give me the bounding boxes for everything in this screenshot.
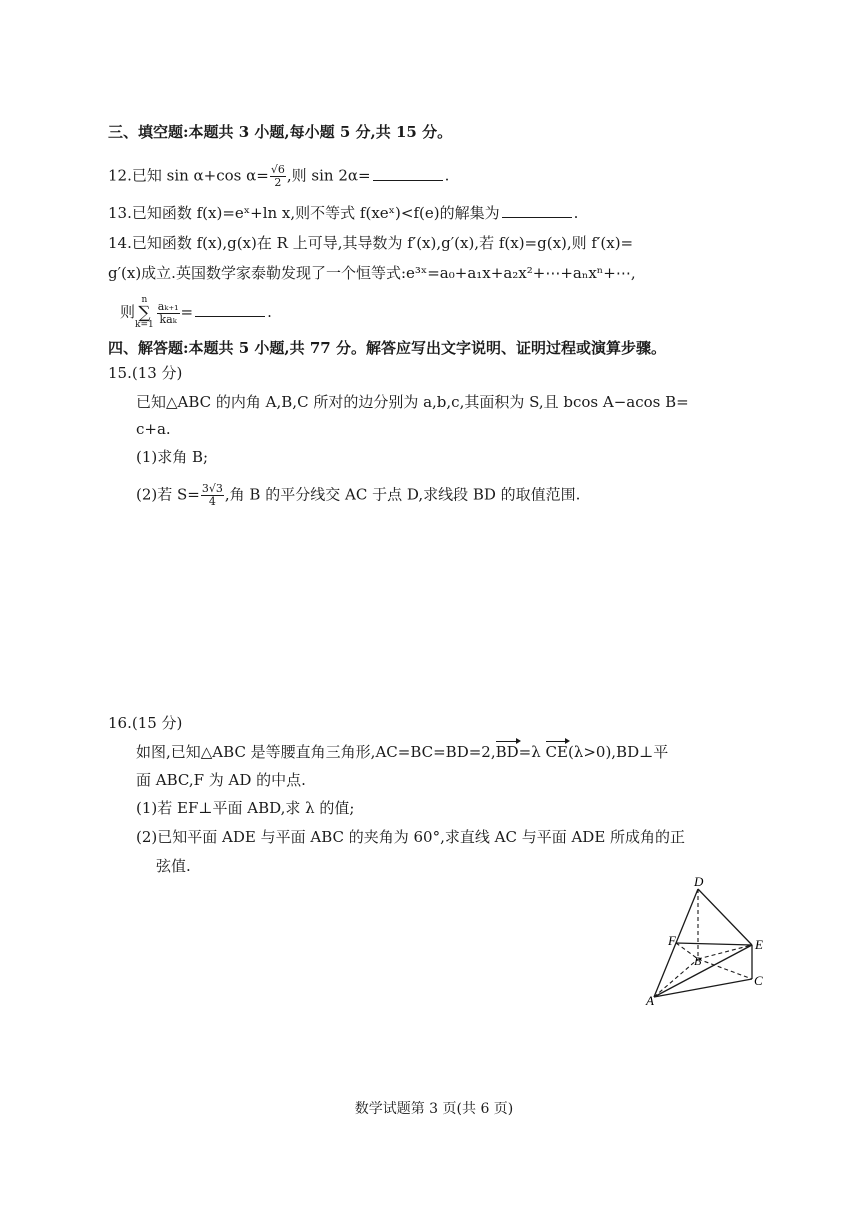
- q12-answer-blank[interactable]: [373, 166, 443, 181]
- question-13: 13.已知函数 f(x)=eˣ+ln x,则不等式 f(xeˣ)<f(e)的解集为 .: [108, 204, 579, 222]
- q12-frac-den: 2: [274, 176, 282, 189]
- q16-vector-bd: BD: [495, 743, 519, 761]
- q15-header: 15.(13 分): [108, 364, 183, 382]
- q16-part1: (1)若 EF⊥平面 ABD,求 λ 的值;: [136, 799, 355, 817]
- section4-heading: 四、解答题:本题共 5 小题,共 77 分。解答应写出文字说明、证明过程或演算步骤。: [108, 339, 666, 357]
- q16-line2: 面 ABC,F 为 AD 的中点.: [136, 771, 306, 789]
- pyramid-figure: [640, 875, 780, 1015]
- q15-frac-den: 4: [208, 495, 216, 508]
- q16-line1: [136, 741, 668, 763]
- page-footer: 数学试题第 3 页(共 6 页): [354, 1101, 514, 1117]
- q15-fraction: [201, 483, 224, 508]
- q14-line3: 则n ∑ k=1 $\frac{\text{aₖ₊₁}}{\text{kaₖ}}$ = .: [120, 295, 272, 330]
- q16-line1-prefix: 如图,已知△ABC 是等腰直角三角形,AC=BC=BD=2,: [136, 743, 496, 761]
- q14-answer-blank[interactable]: [195, 302, 265, 317]
- q15-part2-prefix: (2)若 S=: [136, 485, 200, 504]
- sigma-icon: ∑: [138, 303, 151, 323]
- label-c: C: [754, 973, 763, 988]
- q15-part1: (1)求角 B;: [136, 448, 209, 466]
- q16-part2-line2: 弦值.: [156, 857, 191, 875]
- q16-line1-suffix: (λ>0),BD⊥平: [567, 743, 669, 761]
- q16-header: 16.(15 分): [108, 714, 183, 732]
- edge-ac: [654, 979, 752, 997]
- q14-sum-bottom: k=1: [135, 320, 154, 330]
- q15-line1: 已知△ABC 的内角 A,B,C 所对的边分别为 a,b,c,其面积为 S,且 bcos A−acos B=: [136, 393, 689, 411]
- edge-de: [698, 889, 752, 945]
- label-a: A: [646, 993, 654, 1008]
- q16-part2-line1: (2)已知平面 ADE 与平面 ABC 的夹角为 60°,求直线 AC 与平面 ADE 所成角的正: [136, 828, 686, 846]
- q14-sum: [135, 296, 154, 330]
- label-d: D: [694, 875, 704, 889]
- q15-frac-num: 3√3: [201, 482, 223, 495]
- q14-fraction: [157, 301, 180, 326]
- section3-heading: 三、填空题:本题共 3 小题,每小题 5 分,共 15 分。: [108, 123, 453, 141]
- q12-frac-num: √6: [270, 163, 285, 176]
- label-f: F: [668, 933, 676, 948]
- label-e: E: [755, 937, 763, 952]
- q14-frac-num: aₖ₊₁: [157, 299, 179, 313]
- q16-vector-ce: CE: [545, 743, 568, 761]
- q15-line2: c+a.: [136, 420, 171, 438]
- q14-line2: g′(x)成立.英国数学家泰勒发现了一个恒等式:e³ˣ=a₀+a₁x+a₂x²+⋯+aₙxⁿ+⋯,: [108, 264, 636, 282]
- q12-suffix: ,则 sin 2α=: [286, 166, 371, 185]
- edge-ae: [654, 945, 752, 997]
- question-12: 12.已知 sin α+cos α= $\frac{√6}{2}$ ,则 sin 2α= .: [108, 163, 450, 189]
- q14-equals: =: [180, 303, 194, 321]
- q14-frac-den: kaₖ: [159, 312, 177, 326]
- q14-line1: 14.已知函数 f(x),g(x)在 R 上可导,其导数为 f′(x),g′(x),若 f(x)=g(x),则 f′(x)=: [108, 234, 634, 252]
- q12-fraction: [270, 164, 286, 189]
- q15-part2: [136, 483, 580, 508]
- edge-be: [698, 945, 752, 959]
- q15-part2-suffix: ,角 B 的平分线交 AC 于点 D,求线段 BD 的取值范围.: [224, 485, 581, 504]
- q16-lambda: =λ: [518, 743, 541, 761]
- label-b: B: [694, 954, 702, 968]
- q14-sum-top: n: [141, 295, 148, 305]
- q13-text: 13.已知函数 f(x)=eˣ+ln x,则不等式 f(xeˣ)<f(e)的解集为: [108, 204, 500, 222]
- q13-answer-blank[interactable]: [502, 203, 572, 218]
- edge-fe: [676, 943, 752, 945]
- edge-ab: [654, 959, 698, 997]
- q12-prefix: 12.已知 sin α+cos α=: [108, 166, 269, 185]
- q14-line3-prefix: 则: [120, 303, 136, 321]
